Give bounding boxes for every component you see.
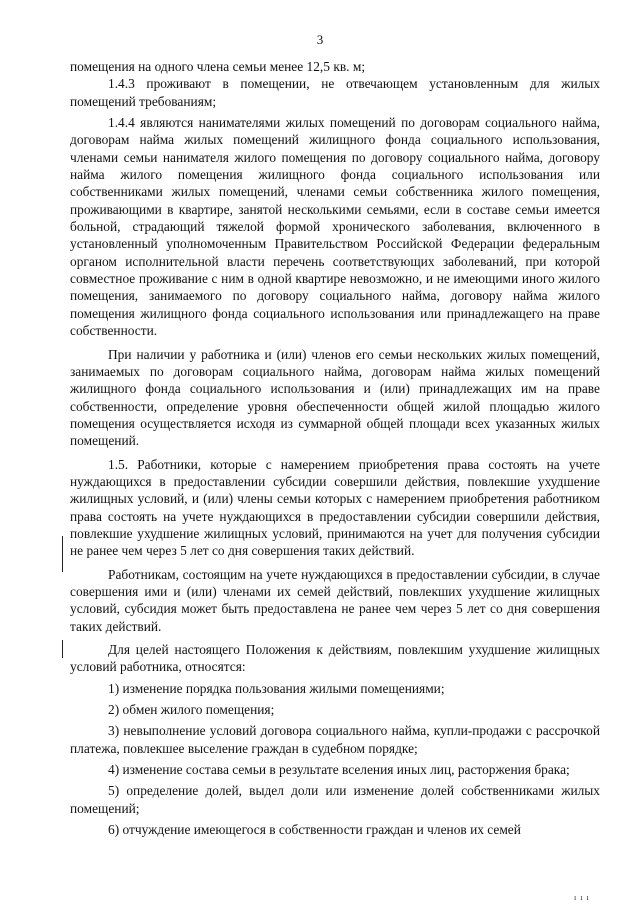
margin-revision-bar-1 [62,536,63,572]
paragraph-1-5: 1.5. Работники, которые с намерением приобретения права состоять на учете нуждающихся в предоставлении субсидии совершили действия, повлекшие ухудшение жилищных условий, и (или) члены семьи которых с намерением приобретения работником права состоять на учете нуждающихся в предоставлении субсидии совершили действия, повлекшие ухудшение жилищных условий, принимаются на учет для получения субсидии не ранее чем через 5 лет со дня совершения таких действий. [70,456,600,559]
list-item-2: 2) обмен жилого помещения; [108,702,275,718]
paragraph-continuation: помещения на одного члена семьи менее 12,5 кв. м; [70,59,366,74]
list-item-4: 4) изменение состава семьи в результате вселения иных лиц, расторжения брака; [108,762,570,778]
list-item-3: 3) невыполнение условий договора социального найма, купли-продажи с рассрочкой платежа, повлекшее выселение граждан в судебном порядке; [70,723,600,756]
footer-scan-mark: ı ı ı [574,893,590,902]
paragraph-multiple-premises: При наличии у работника и (или) членов его семьи нескольких жилых помещений, занимаемых по договорам социального найма, договорам найма жилых помещений жилищного фонда социального использования и (или) принадлежащих им на праве собственности, определение уровня обеспеченности общей жилой площадью жилого помещения осуществляется исходя из суммарной общей площади всех указанных жилых помещений. [70,346,600,449]
document-body [70,58,600,838]
list-item-6: 6) отчуждение имеющегося в собственности граждан и членов их семей [108,822,521,838]
paragraph-1-4-3: 1.4.3 проживают в помещении, не отвечающем установленным для жилых помещений требованиям; [70,76,600,109]
paragraph-registered-workers: Работникам, состоящим на учете нуждающихся в предоставлении субсидии, в случае совершения ими и (или) членами их семей действий, повлекших ухудшение жилищных условий, субсидия может быть предоставлена не ранее чем через 5 лет со дня совершения таких действий. [70,566,600,634]
margin-revision-bar-2 [62,640,63,658]
paragraph-actions-definition: Для целей настоящего Положения к действиям, повлекшим ухудшение жилищных условий работника, относятся: [70,642,600,675]
paragraph-1-4-4: 1.4.4 являются нанимателями жилых помещений по договорам социального найма, договорам найма жилых помещений жилищного фонда социального использования, членами семьи нанимателя жилого помещения по договору социального найма, договору найма жилого помещения жилищного фонда социального использования или собственниками жилых помещений, членами семьи собственника жилого помещения, проживающими в квартире, занятой несколькими семьями, если в составе семьи имеется больной, страдающий тяжелой формой хронического заболевания, включенного в установленный уполномоченным Правительством Российской Федерации федеральным органом исполнительной власти перечень соответствующих заболеваний, при которой совместное проживание с ним в одной квартире невозможно, и не имеющими иного жилого помещения, занимаемого по договору социального найма, договору найма жилого помещения жилищного фонда социального использования или принадлежащего на праве собственности. [70,115,600,339]
page-number: 3 [316,32,324,47]
list-item-5: 5) определение долей, выдел доли или изменение долей собственниками жилых помещений; [70,783,600,816]
list-item-1: 1) изменение порядка пользования жилыми помещениями; [108,680,445,696]
